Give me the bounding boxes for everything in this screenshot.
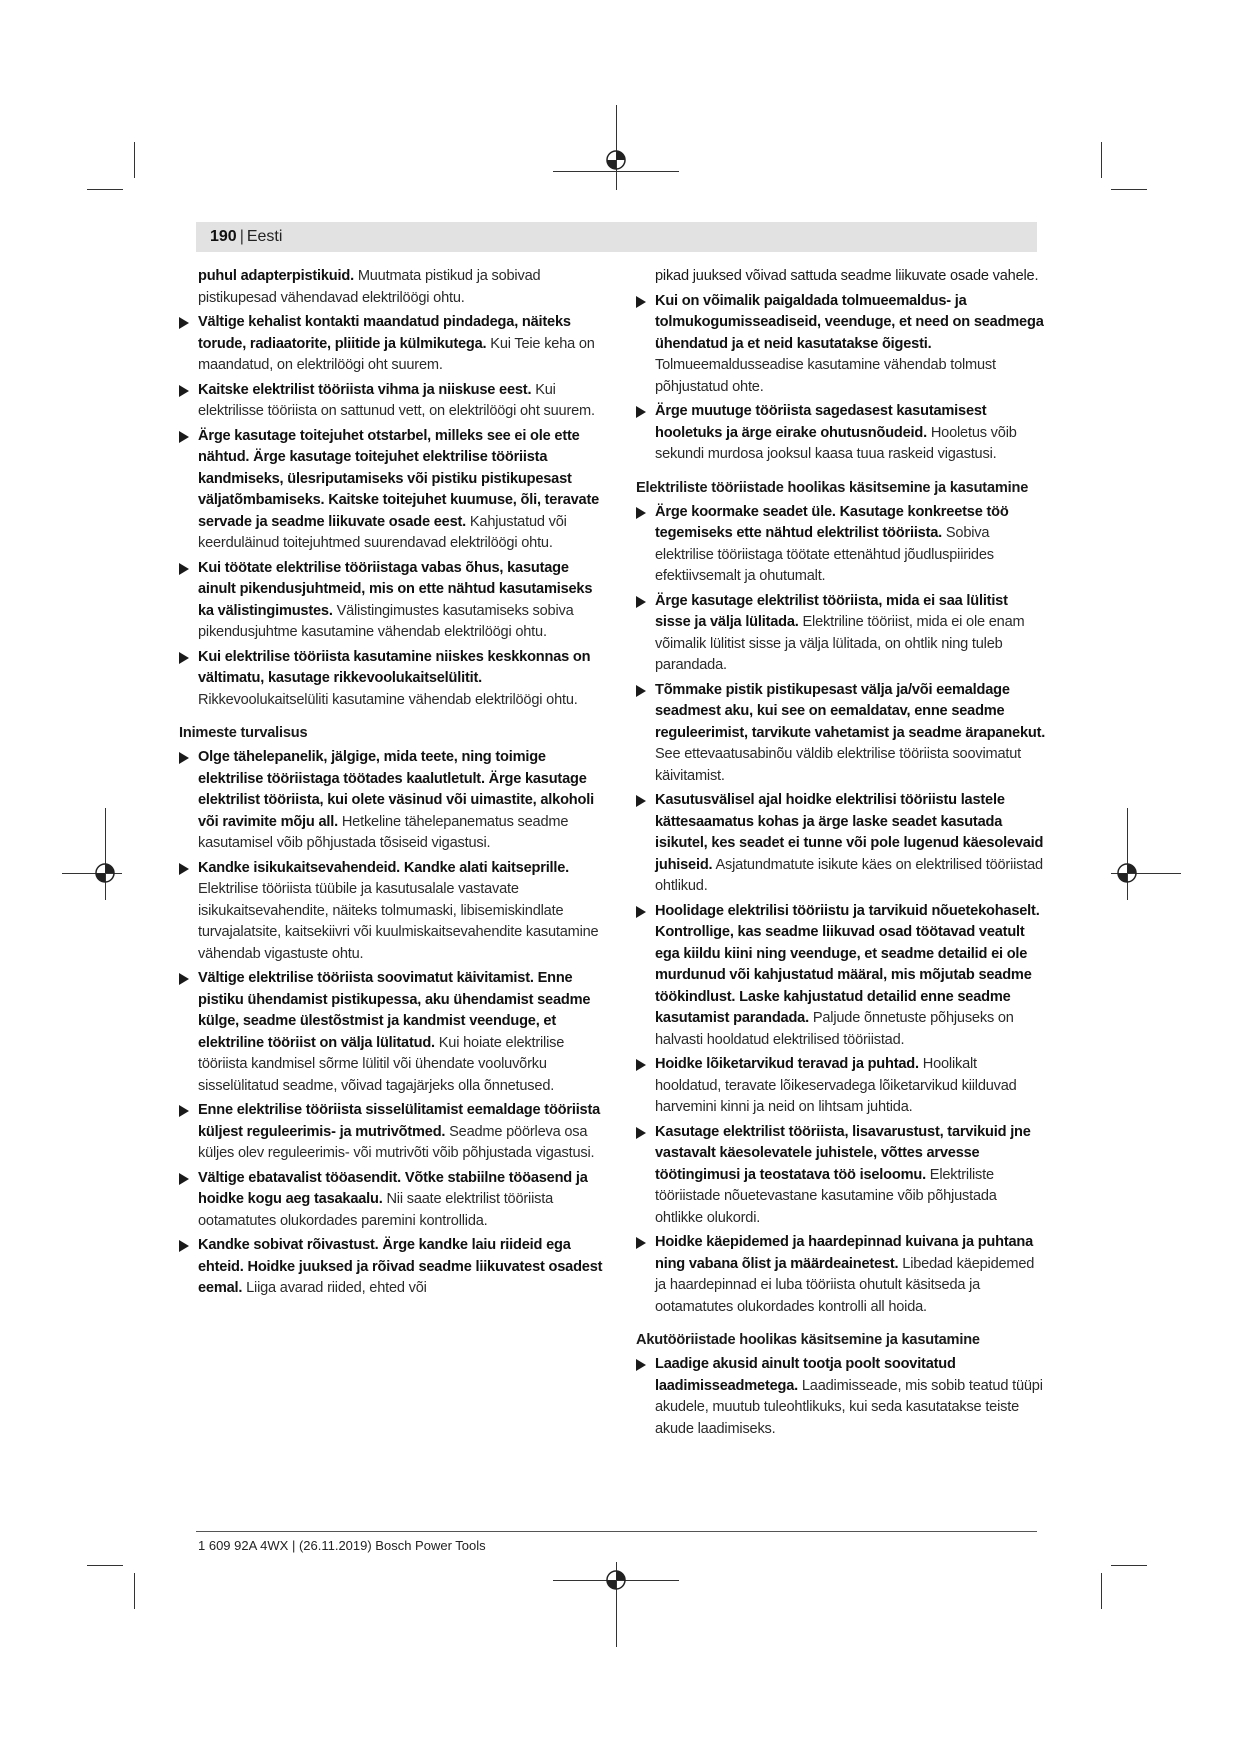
bullet-arrow-icon [636,795,646,807]
bullet-arrow-icon [179,317,189,329]
bullet-arrow-icon [179,431,189,443]
list-item [179,558,608,644]
item-bold: Ärge kasutage toitejuhet otstarbel, milleks see ei ole ette nähtud. Ärge kasutage toitejuhet elektrilise tööriista kandmiseks, ülesriputamiseks või pistiku pistikupesast väljatõmbamiseks. Kaitske toitejuhet kuumuse, õli, teravate servade ja seadme liikuvate osade eest. [198,427,600,530]
crop-mark [87,1565,123,1566]
bullet-arrow-icon [636,1359,646,1371]
item-normal: Kui hoiate elektrilise tööriista kandmisel sõrme lülitil või ühendate vooluvõrku sisselülitatud seadme, võivad tagajärjeks olla õnnetused. [198,1034,565,1094]
item-bold: Kui elektrilise tööriista kasutamine niiskes keskkonnas on vältimatu, kasutage rikkevoolukaitselülitit. [198,648,591,686]
item-normal: Rikkevoolukaitselüliti kasutamine vähendab elektrilöögi ohtu. [198,691,578,708]
bullet-arrow-icon [636,406,646,418]
bullet-arrow-icon [179,752,189,764]
registration-line [616,105,617,190]
bullet-arrow-icon [636,1059,646,1071]
page-number: 190 [210,228,237,245]
item-normal: Libedad käepidemed ja haardepinnad ei luba tööriista ohutult käsitseda ja ootamatutes olukordades kontrolli all hoida. [655,1255,1035,1315]
bullet-arrow-icon [179,863,189,875]
list-item [179,747,608,855]
crop-mark [134,142,135,178]
registration-target-icon [1116,862,1138,884]
intro-paragraph [198,266,608,309]
registration-target-icon [94,862,116,884]
bullet-arrow-icon [636,1127,646,1139]
item-bold: Vältige kehalist kontakti maandatud pindadega, näiteks torude, radiaatorite, pliitide ja külmikutega. [198,314,571,352]
item-normal: See ettevaatusabinõu väldib elektrilise tööriista soovimatut käivitamist. [655,746,1022,784]
item-bold: Kaitske elektrilist tööriista vihma ja niiskuse eest. [198,381,532,398]
item-bold: Kasutusvälisel ajal hoidke elektrilisi tööriistu lastele kättesaamatus kohas ja ärge laske seadet kasutada isikutel, kes seadet ei tunne või pole lugenud käesolevaid juhiseid. [655,792,1044,873]
list-item [179,1168,608,1233]
header-text [210,228,282,246]
item-normal: Laadimisseade, mis sobib teatud tüüpi akudele, muutub tuleohtlikuks, kui seda kasutatakse teiste akude laadimiseks. [655,1377,1043,1437]
item-normal: Hooletus võib sekundi murdosa jooksul kaasa tuua raskeid vigastusi. [655,424,1017,462]
item-bold: Laadige akusid ainult tootja poolt soovitatud laadimisseadmetega. [655,1356,956,1394]
intro-normal: Muutmata pistikud ja sobivad pistikupesad vähendavad elektrilöögi ohtu. [198,268,541,306]
bullet-arrow-icon [179,563,189,575]
item-bold: Ärge kasutage elektrilist tööriista, mida ei saa lülitist sisse ja välja lülitada. [655,592,1008,630]
item-bold: Hoolidage elektrilisi tööriistu ja tarvikuid nõuetekohaselt. Kontrollige, kas seadme liikuvad osad töötavad veatult ega kiildu kiini ning veenduge, et seadme detailid ei ole murdunud või kahjustatud määral, mis mõjutab seadme töökindlust. Laske kahjustatud detailid enne seadme kasutamist parandada. [655,902,1040,1026]
section-heading: Akutööriistade hoolikas käsitsemine ja kasutamine [636,1332,980,1348]
left-column [179,266,608,1303]
item-bold: Kui töötate elektrilise tööriistaga vabas õhus, kasutage ainult pikendusjuhtmeid, mis on ette nähtud kasutamiseks ka välistingimustes. [198,559,593,619]
item-normal: Välistingimustes kasutamiseks sobiva pikendusjuhtme kasutamine vähendab elektrilöögi ohtu. [198,602,574,640]
item-bold: Hoidke lõiketarvikud teravad ja puhtad. [655,1056,919,1072]
list-item [179,380,608,423]
item-normal: Seadme pöörleva osa küljes olev reguleerimis- või mutrivõti võib põhjustada vigastusi. [198,1123,595,1161]
language-label: Eesti [246,228,283,245]
bullet-arrow-icon [179,1105,189,1117]
bullet-arrow-icon [636,507,646,519]
crop-mark [87,189,123,190]
item-normal: Tolmueemaldusseadise kasutamine vähendab tolmust põhjustatud ohte. [655,357,996,395]
list-item [636,1054,1046,1119]
item-normal: Hoolikalt hooldatud, teravate lõikeservadega lõiketarvikud kiilduvad harvemini kinni ja neid on lihtsam juhtida. [655,1056,1017,1115]
page-footer: 1 609 92A 4WX | (26.11.2019) Bosch Power Tools [198,1538,486,1553]
item-bold: Vältige elektrilise tööriista soovimatut käivitamist. Enne pistiku ühendamist pistikupessa, aku ühendamist seadme külge, seadme ülestõstmist ja kandmist veenduge, et elektriline tööriist on välja lülitatud. [198,970,591,1051]
intro-bold: puhul adapterpistikuid. [198,268,354,284]
list-item [179,968,608,1097]
item-bold: Ärge koormake seadet üle. Kasutage konkreetse töö tegemiseks ette nähtud elektrilist tööriista. [655,503,1009,541]
crop-mark [1111,189,1147,190]
list-item [636,291,1046,399]
list-item [636,680,1046,788]
bullet-arrow-icon [636,906,646,918]
list-item [636,591,1046,677]
continued-paragraph: pikad juuksed võivad sattuda seadme liikuvate osade vahele. [655,268,1039,284]
item-bold: Enne elektrilise tööriista sisselülitamist eemaldage tööriista küljest reguleerimis- ja mutrivõtmed. [198,1102,601,1140]
bullet-arrow-icon [179,652,189,664]
item-normal: Paljude õnnetuste põhjuseks on halvasti hooldatud elektrilised tööriistad. [655,1010,1014,1048]
bullet-arrow-icon [636,685,646,697]
registration-line [105,808,106,900]
registration-line [1127,808,1128,900]
list-item [179,858,608,966]
list-item [636,1232,1046,1318]
footer-rule [196,1531,1037,1532]
list-item [179,1100,608,1165]
crop-mark [1101,142,1102,178]
section-heading: Elektriliste tööriistade hoolikas käsitsemine ja kasutamine [636,479,1029,496]
item-bold: Hoidke käepidemed ja haardepinnad kuivana ja puhtana ning vabana õlist ja määrdeainetest. [655,1234,1034,1272]
item-normal: Hetkeline tähelepanematus seadme kasutamisel võib põhjustada tõsiseid vigastusi. [198,813,569,851]
bullet-arrow-icon [179,973,189,985]
bullet-arrow-icon [179,385,189,397]
item-bold: Tõmmake pistik pistikupesast välja ja/või eemaldage seadmest aku, kui see on eemaldatav, enne seadme reguleerimist, tarvikute vahetamist ja seadme ärapanekut. [655,681,1046,741]
registration-target-icon [605,1569,627,1591]
item-normal: Elektrilise tööriista tüübile ja kasutusalale vastavate isikukaitsevahendite, näiteks tolmumaski, libisemiskindlate turvajalatsite, kaitsekiivri või kuulmiskaitsevahendite kasutamine vähendab vigastuste ohtu. [198,881,599,962]
list-item [636,401,1046,466]
bullet-arrow-icon [179,1173,189,1185]
header-separator: | [239,228,244,245]
list-item [179,1235,608,1300]
item-normal: Liiga avarad riided, ehted või [246,1280,427,1296]
list-item [179,647,608,712]
item-bold: Kasutage elektrilist tööriista, lisavarustust, tarvikuid jne vastavalt käesolevatele juhistele, võttes arvesse töötingimusi ja teostatava töö iseloomu. [655,1123,1031,1183]
item-bold: Olge tähelepanelik, jälgige, mida teete, ning toimige elektrilise tööriistaga töötades kaalutletult. Ärge kasutage elektrilist tööriista, kui olete väsinud või uimastite, alkoholi või ravimite mõju all. [198,749,594,830]
list-item [636,502,1046,588]
item-bold: Kandke isikukaitsevahendeid. Kandke alati kaitseprille. [198,859,570,876]
list-item [179,426,608,555]
item-normal: Nii saate elektrilist tööriista ootamatutes olukordades paremini kontrollida. [198,1191,554,1229]
registration-target-icon [605,149,627,171]
item-bold: Kandke sobivat rõivastust. Ärge kandke laiu riideid ega ehteid. Hoidke juuksed ja rõivad seadme liikuvatest osadest eemal. [198,1237,603,1296]
list-item [636,901,1046,1052]
crop-mark [134,1573,135,1609]
bullet-arrow-icon [636,596,646,608]
right-column [636,266,1046,1443]
list-item [636,790,1046,898]
bullet-arrow-icon [636,296,646,308]
item-normal: Kahjustatud või keerduläinud toitejuhtmed suurendavad elektrilöögi ohtu. [198,513,567,551]
list-item [636,1122,1046,1230]
list-item [636,1354,1046,1440]
crop-mark [1111,1565,1147,1566]
registration-line [553,171,679,172]
item-bold: Vältige ebatavalist tööasendit. Võtke stabiilne tööasend ja hoidke kogu aeg tasakaalu. [198,1169,588,1207]
list-item [179,312,608,377]
item-normal: Kui elektrilisse tööriista on sattunud vett, on elektrilöögi oht suurem. [198,381,595,419]
item-normal: Asjatundmatute isikute käes on elektrilised tööriistad ohtlikud. [655,856,1043,894]
item-normal: Kui Teie keha on maandatud, on elektrilöögi oht suurem. [198,335,595,373]
bullet-arrow-icon [636,1237,646,1249]
item-bold: Kui on võimalik paigaldada tolmueemaldus- ja tolmukogumisseadiseid, veenduge, et need on seadmega ühendatud ja et neid kasutatakse õigesti. [655,292,1044,352]
item-bold: Ärge muutuge tööriista sagedasest kasutamisest hooletuks ja ärge eirake ohutusnõudeid. [655,403,987,441]
item-normal: Elektriline tööriist, mida ei ole enam võimalik lülitist sisse ja välja lülitada, on ohtlik ning tuleb parandada. [655,614,1025,673]
section-heading: Inimeste turvalisus [179,725,308,741]
bullet-arrow-icon [179,1240,189,1252]
item-normal: Sobiva elektrilise tööriistaga töötate ettenähtud jõudluspiirides efektiivsemalt ja ohutumalt. [655,525,994,584]
item-normal: Elektriliste tööriistade nõuetevastane kasutamine võib põhjustada ohtlikke olukordi. [655,1166,997,1226]
crop-mark [1101,1573,1102,1609]
page-header [196,222,1037,252]
